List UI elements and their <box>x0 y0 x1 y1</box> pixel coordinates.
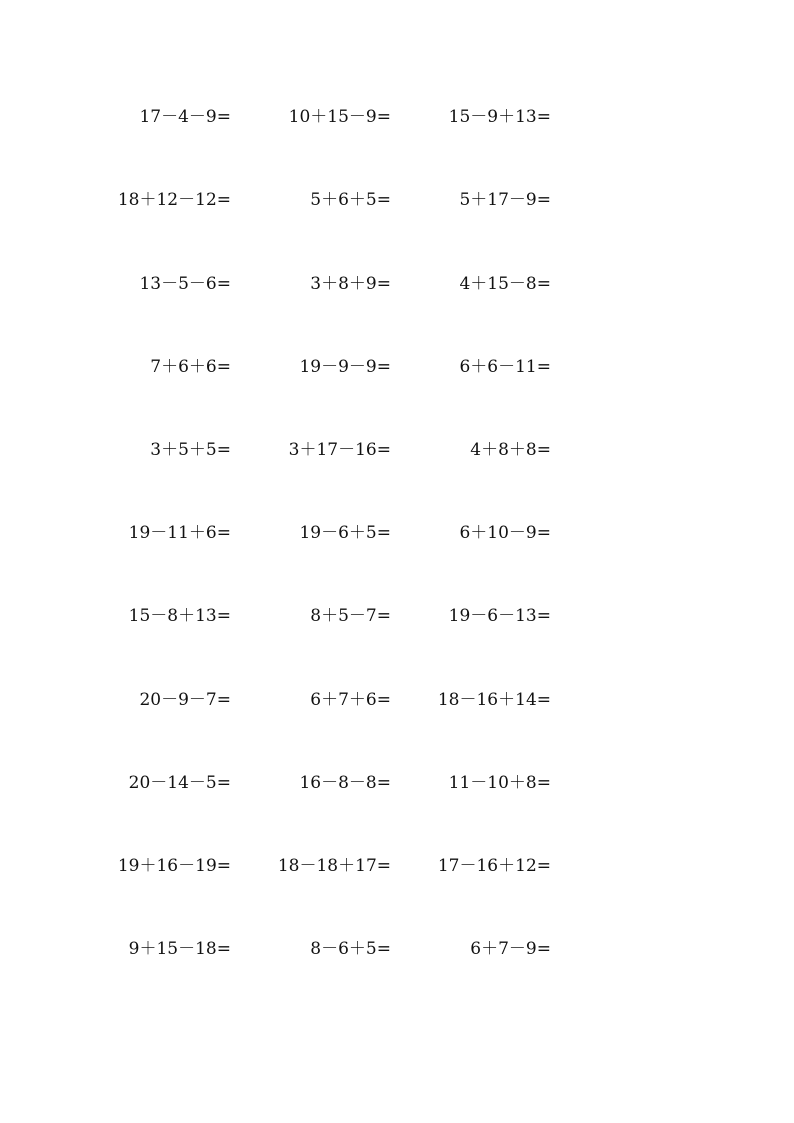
problem-row-2 <box>0 185 794 215</box>
problem-row-10 <box>0 851 794 881</box>
math-problem: 16－8－8= <box>299 773 391 793</box>
problem-row-7 <box>0 601 794 631</box>
math-problem: 9＋15－18= <box>128 939 231 959</box>
math-problem: 8＋5－7= <box>310 606 391 626</box>
math-problem: 20－14－5= <box>128 773 231 793</box>
problem-row-4 <box>0 352 794 382</box>
problem-row-8 <box>0 685 794 715</box>
math-problem: 19－6＋5= <box>299 523 391 543</box>
problem-row-3 <box>0 269 794 299</box>
math-problem: 6＋7－9= <box>470 939 551 959</box>
math-problem: 18－16＋14= <box>437 690 551 710</box>
math-problem: 5＋17－9= <box>459 190 551 210</box>
math-problem: 3＋8＋9= <box>310 274 391 294</box>
math-problem: 6＋10－9= <box>459 523 551 543</box>
math-problem: 15－8＋13= <box>128 606 231 626</box>
math-problem: 18＋12－12= <box>117 190 231 210</box>
math-problem: 19－9－9= <box>299 357 391 377</box>
math-problem: 4＋15－8= <box>459 274 551 294</box>
math-problem: 6＋6－11= <box>459 357 551 377</box>
math-problem: 6＋7＋6= <box>310 690 391 710</box>
math-problem: 7＋6＋6= <box>150 357 231 377</box>
math-problem: 19－6－13= <box>448 606 551 626</box>
math-problem: 15－9＋13= <box>448 107 551 127</box>
math-problem: 5＋6＋5= <box>310 190 391 210</box>
problem-row-9 <box>0 768 794 798</box>
math-problem: 11－10＋8= <box>448 773 551 793</box>
math-problem: 13－5－6= <box>139 274 231 294</box>
math-problem: 10＋15－9= <box>288 107 391 127</box>
math-problem: 17－4－9= <box>139 107 231 127</box>
problem-row-1 <box>0 102 794 132</box>
math-problem: 18－18＋17= <box>277 856 391 876</box>
math-problem: 20－9－7= <box>139 690 231 710</box>
problem-row-11 <box>0 934 794 964</box>
math-problem: 3＋17－16= <box>288 440 391 460</box>
math-problem: 17－16＋12= <box>437 856 551 876</box>
math-problem: 3＋5＋5= <box>150 440 231 460</box>
problem-row-5 <box>0 435 794 465</box>
problem-row-6 <box>0 518 794 548</box>
math-problem: 19＋16－19= <box>117 856 231 876</box>
math-problem: 8－6＋5= <box>310 939 391 959</box>
math-problem: 19－11＋6= <box>128 523 231 543</box>
math-problem: 4＋8＋8= <box>470 440 551 460</box>
